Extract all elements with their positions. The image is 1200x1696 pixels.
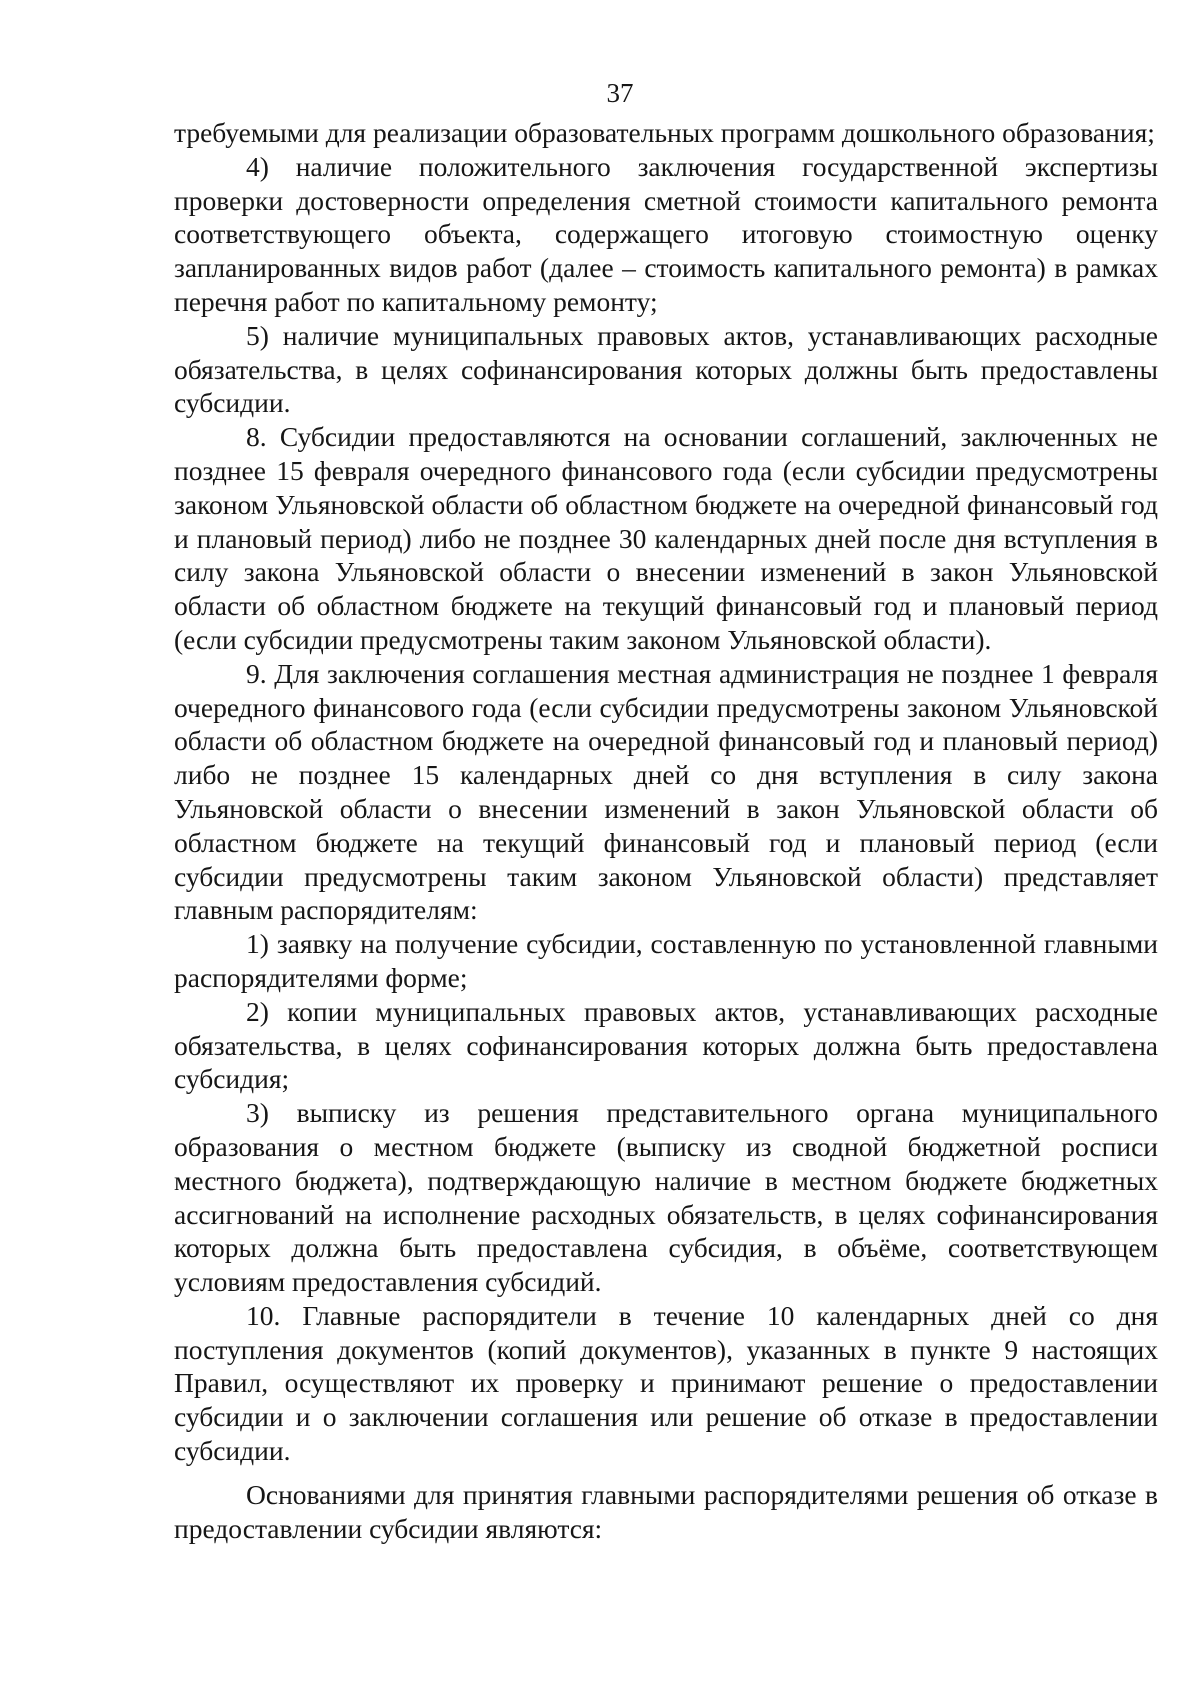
paragraph-subitem-2: 2) копии муниципальных правовых актов, устанавливающих расходные обязательства, в целях софинансирования которых должна быть предоставлена субсидия;: [174, 995, 1158, 1095]
paragraph-clause-8: 8. Субсидии предоставляются на основании соглашений, заключенных не позднее 15 февраля очередного финансового года (если субсидии предусмотрены законом Ульяновской области об областном бюджете на очередной финансовый год и плановый период) либо не позднее 30 календарных дней после дня вступления в силу закона Ульяновской области о внесении изменений в закон Ульяновской области об областном бюджете на текущий финансовый год и плановый период (если субсидии предусмотрены таким законом Ульяновской области).: [174, 421, 1158, 655]
paragraph-subitem-3: 3) выписку из решения представительного органа муниципального образования о местном бюджете (выписку из сводной бюджетной росписи местного бюджета), подтверждающую наличие в местном бюджете бюджетных ассигнований на исполнение расходных обязательств, в целях софинансирования которых должна быть предоставлена субсидия, в объёме, соответствующем условиям предоставления субсидий.: [174, 1097, 1158, 1298]
document-body: [174, 116, 1158, 1545]
paragraph-clause-10: 10. Главные распорядители в течение 10 календарных дней со дня поступления документов (копий документов), указанных в пункте 9 настоящих Правил, осуществляют их проверку и принимают решение о предоставлении субсидии и о заключении соглашения или решение об отказе в предоставлении субсидии.: [174, 1299, 1158, 1467]
paragraph-continuation: требуемыми для реализации образовательных программ дошкольного образования;: [174, 117, 1155, 148]
paragraph-item-5: 5) наличие муниципальных правовых актов, устанавливающих расходные обязательства, в целях софинансирования которых должны быть предоставлены субсидии.: [174, 319, 1158, 419]
paragraph-clause-9: 9. Для заключения соглашения местная администрация не позднее 1 февраля очередного финансового года (если субсидии предусмотрены законом Ульяновской области об областном бюджете на очередной финансовый год и плановый период) либо не позднее 15 календарных дней со дня вступления в силу закона Ульяновской области о внесении изменений в закон Ульяновской области об областном бюджете на текущий финансовый год и плановый период (если субсидии предусмотрены таким законом Ульяновской области) представляет главным распорядителям:: [174, 657, 1158, 926]
paragraph-item-4: 4) наличие положительного заключения государственной экспертизы проверки достоверности определения сметной стоимости капитального ремонта соответствующего объекта, содержащего итоговую стоимостную оценку запланированных видов работ (далее – стоимость капитального ремонта) в рамках перечня работ по капитальному ремонту;: [174, 150, 1158, 317]
paragraph-subitem-1: 1) заявку на получение субсидии, составленную по установленной главными распорядителями форме;: [174, 928, 1158, 993]
page-number: 37: [606, 78, 634, 108]
paragraph-grounds-for-refusal: Основаниями для принятия главными распорядителями решения об отказе в предоставлении субсидии являются:: [174, 1478, 1158, 1544]
